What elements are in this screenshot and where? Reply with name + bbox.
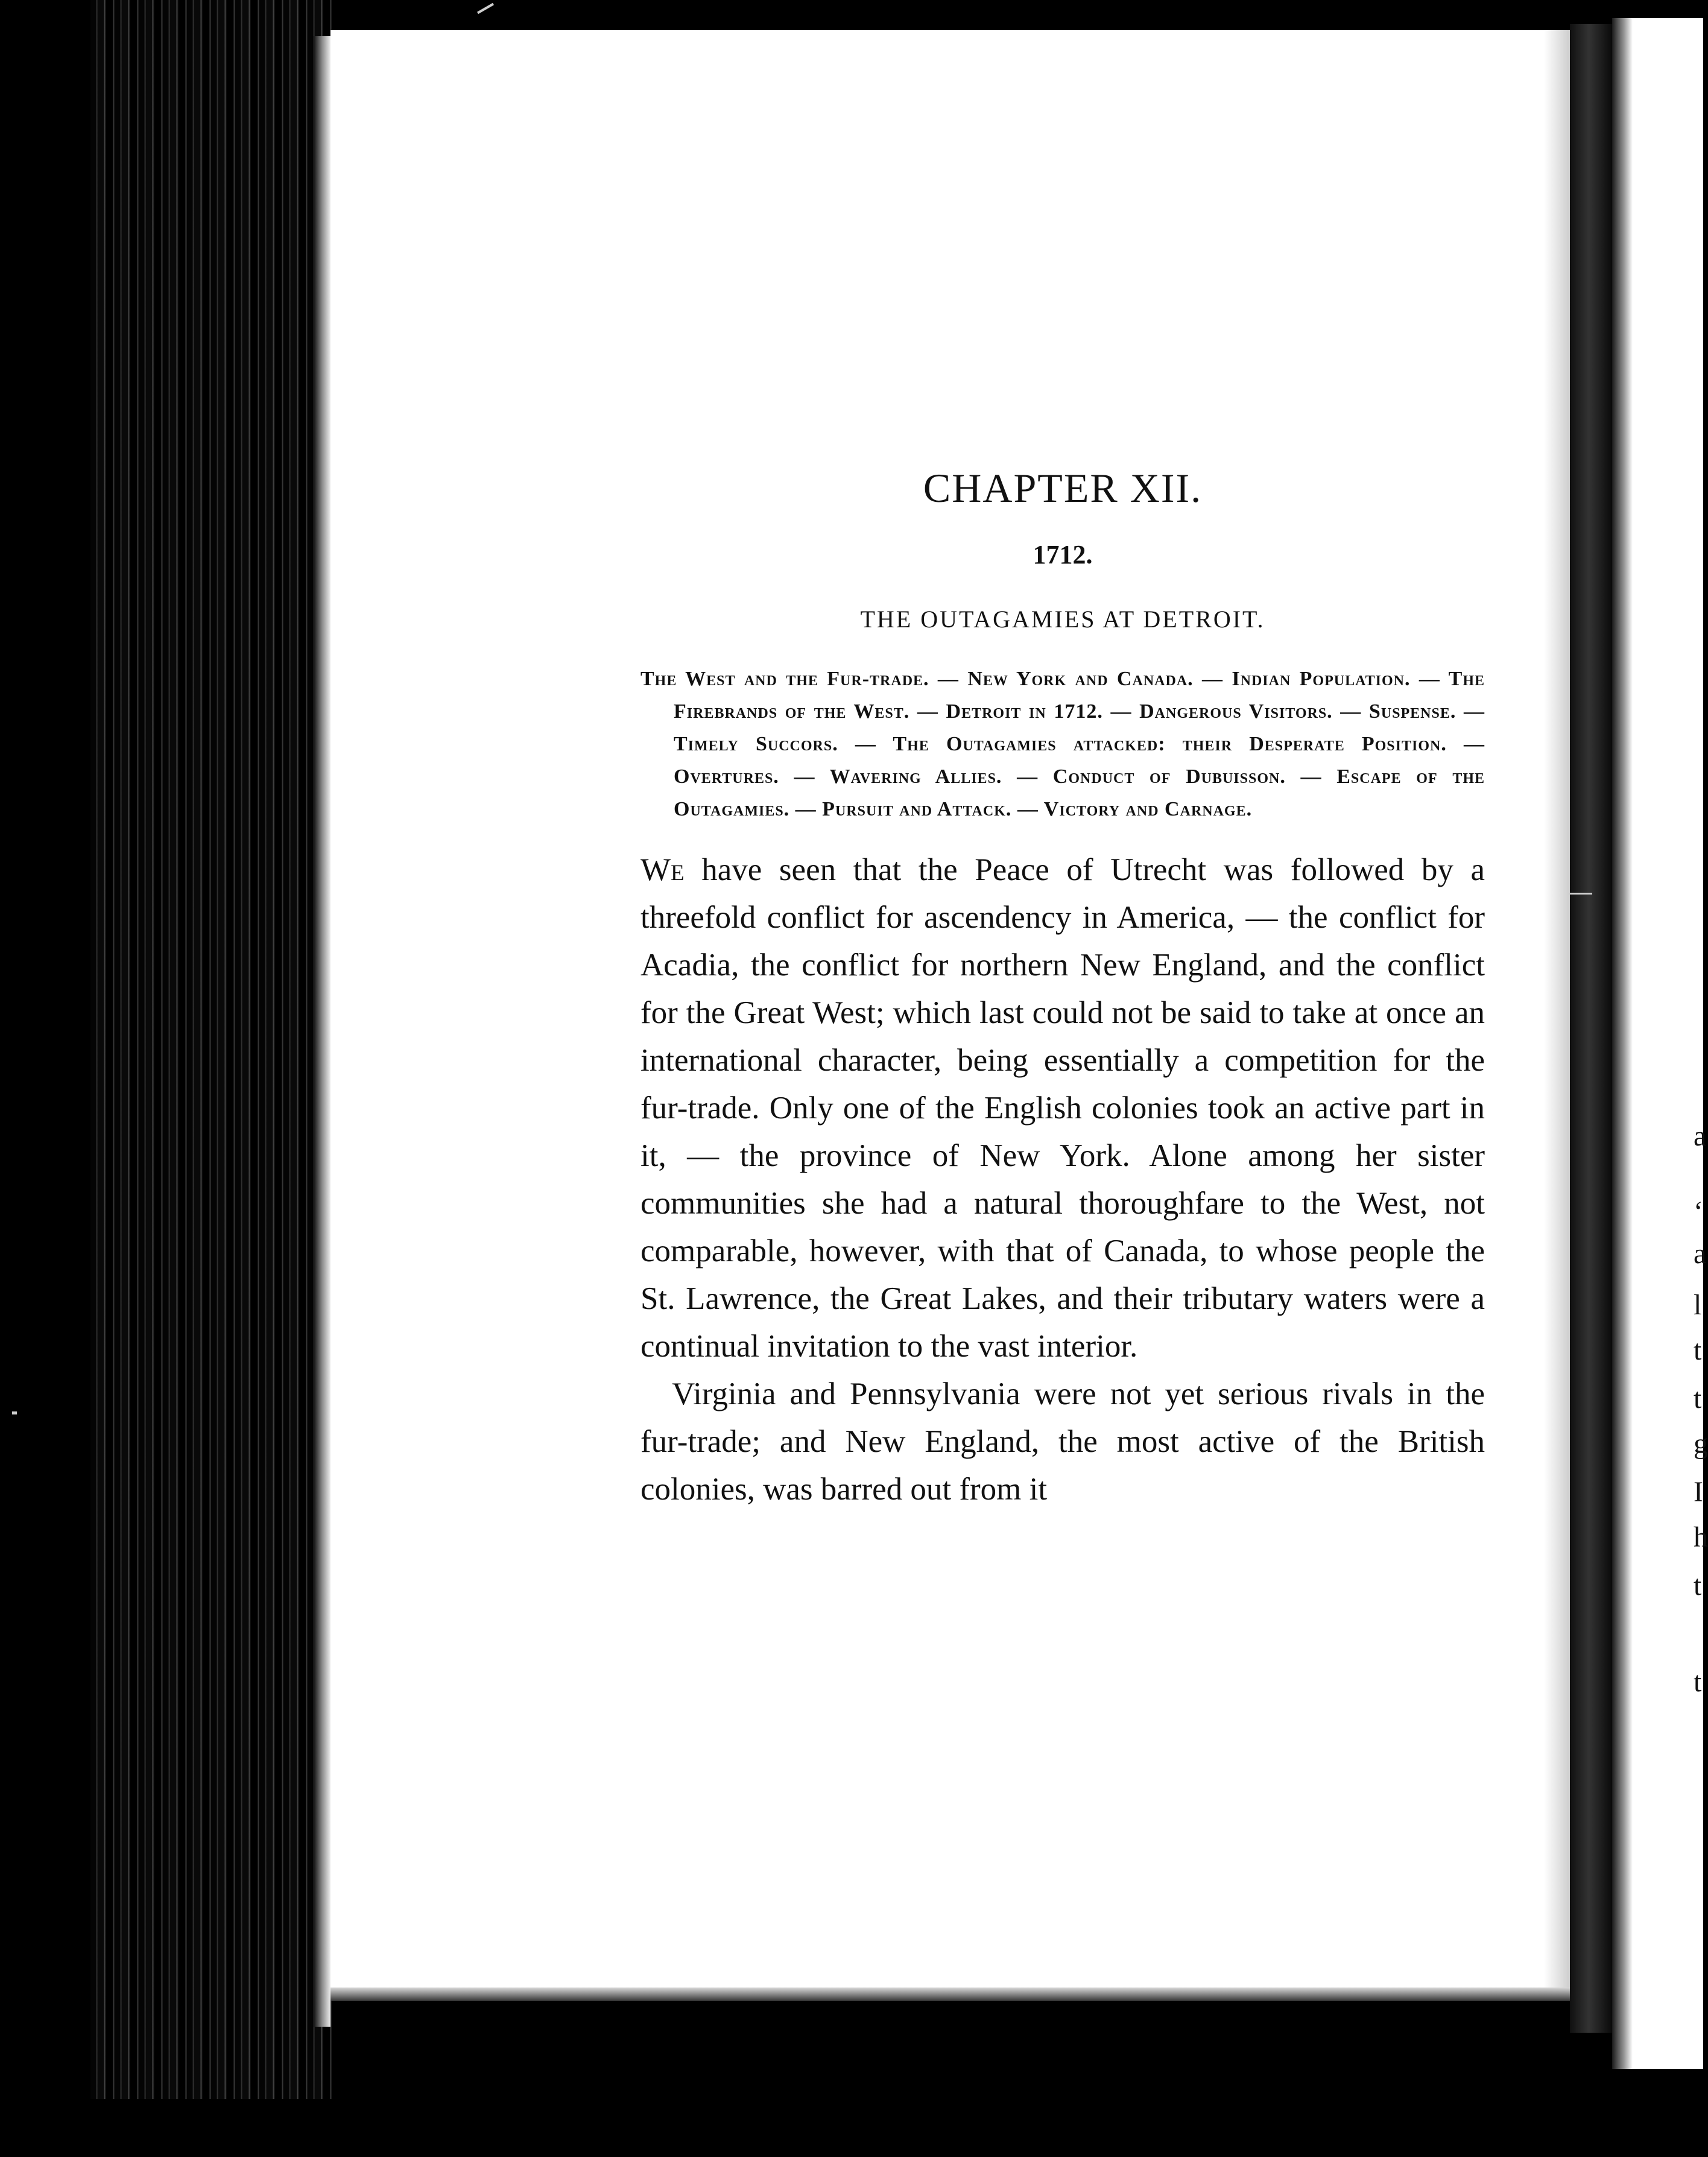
body-paragraph: [640, 846, 1485, 1370]
book-gutter: [1570, 24, 1612, 2033]
chapter-year: 1712.: [1033, 540, 1093, 569]
facing-page-shadow: [1612, 18, 1633, 2069]
facing-page-fragment: g: [1694, 1428, 1708, 1460]
scan-mark: [1568, 893, 1592, 895]
chapter-synopsis: The West and the Fur-trade. — New York and Canada. — Indian Population. — The Firebrands of the West. — Detroit in 1712. — Dangerous Visitors. — Suspense. — Timely Succors. — The Outagamies attacked: their Desperate Position. — Overtures. — Wavering Allies. — Conduct of Dubuisson. — Escape of the Outagamies. — Pursuit and Attack. — Victory and Carnage.: [640, 668, 1485, 820]
chapter-title: CHAPTER XII.: [923, 465, 1203, 511]
facing-page-fragment: h: [1694, 1521, 1708, 1553]
paragraph-lead-word: We: [640, 852, 685, 887]
body-paragraph: Virginia and Pennsylvania were not yet serious rivals in the fur-trade; and New England, the most active of the British colonies, was barred out from it: [640, 1376, 1485, 1507]
page-bottom-edge: [331, 1988, 1570, 2001]
facing-page-fragment: l: [1694, 1289, 1702, 1321]
facing-page-fragment: t: [1694, 1383, 1702, 1414]
scan-mark: [477, 3, 494, 14]
page-shadow: [1544, 30, 1571, 1988]
page-text: [640, 467, 1485, 1513]
facing-page-fragment: a: [1694, 1238, 1707, 1270]
chapter-subtitle: THE OUTAGAMIES AT DETROIT.: [860, 606, 1265, 633]
book-page-edges: [90, 0, 332, 2099]
facing-page-fragment: t: [1694, 1666, 1702, 1698]
facing-page-fragment: a: [1694, 1120, 1707, 1152]
scan-mark: [12, 1411, 17, 1414]
facing-page-fragment: t: [1694, 1334, 1702, 1366]
facing-page-fragment: ʻ: [1694, 1196, 1703, 1227]
paragraph-text: have seen that the Peace of Utrecht was followed by a threefold conflict for ascendency in America, — the conflict for Acadia, the conflict for northern New England, and the conflict for the Great West; which last could not be said to take at once an international character, being essentially a competition for the fur-trade. Only one of the English colonies took an active part in it, — the province of New York. Alone among her sister communities she had a natural thoroughfare to the West, not comparable, however, with that of Canada, to whose people the St. Lawrence, the Great Lakes, and their tributary waters were a continual invitation to the vast interior.: [640, 852, 1485, 1364]
facing-page-fragment: I: [1694, 1476, 1703, 1508]
page-edge-highlight: [314, 36, 331, 2027]
facing-page-fragment: t: [1694, 1569, 1702, 1601]
